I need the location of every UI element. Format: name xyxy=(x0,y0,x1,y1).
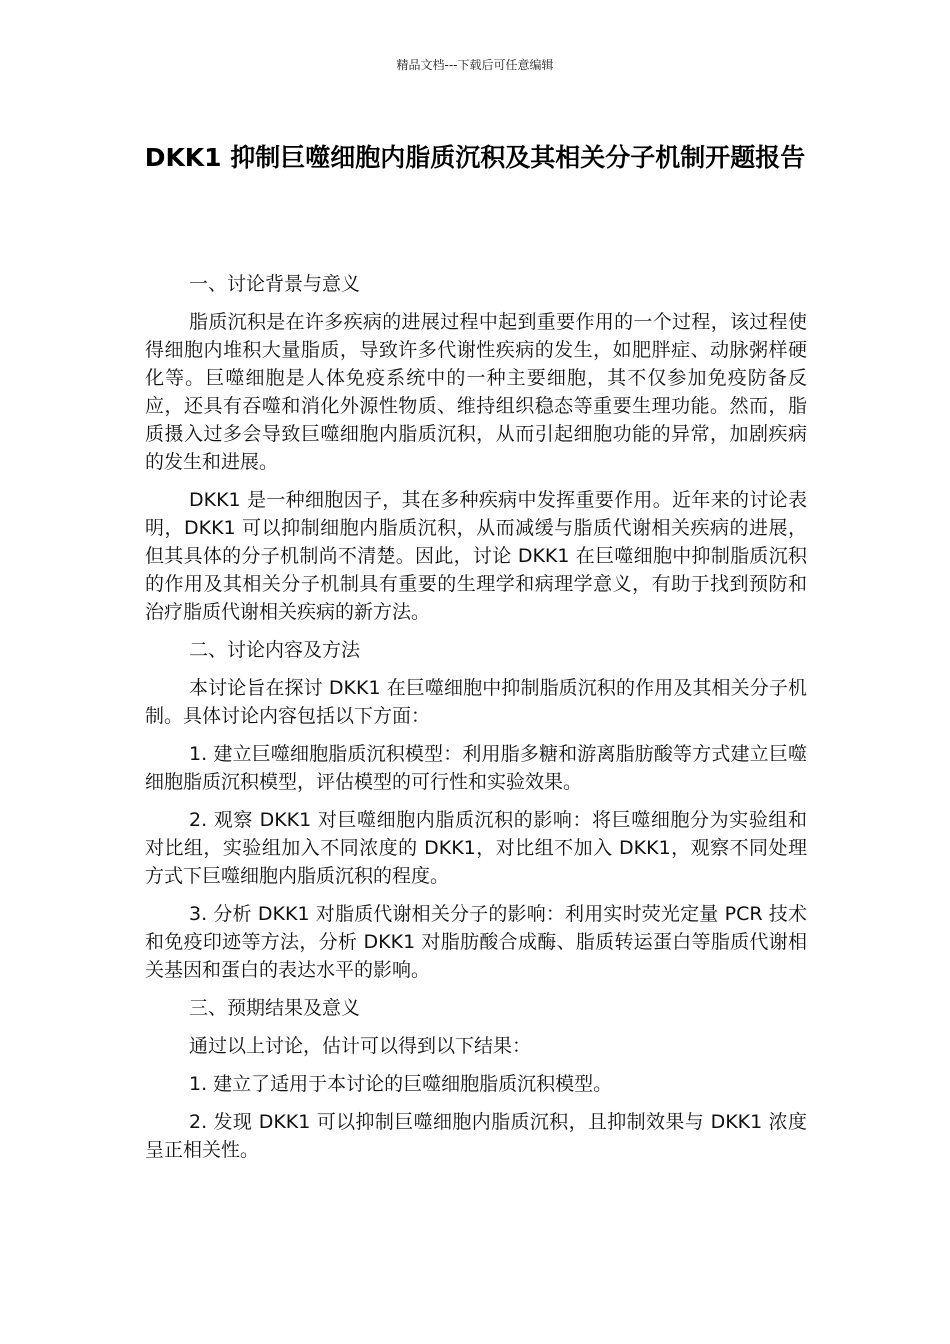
document-title: DKK1 抑制巨噬细胞内脂质沉积及其相关分子机制开题报告 xyxy=(144,143,806,172)
section-heading-expected-results: 三、预期结果及意义 xyxy=(189,997,361,1019)
paragraph-lipid-deposition: 脂质沉积是在许多疾病的进展过程中起到重要作用的一个过程，该过程使得细胞内堆积大量脂质，导致许多代谢性疾病的发生，如肥胖症、动脉粥样硬化等。巨噬细胞是人体免疫系统中的一种主要细胞，其不仅参加免疫防备反应，还具有吞噬和消化外源性物质、维持组织稳态等重要生理功能。然而，脂质摄入过多会导致巨噬细胞内脂质沉积，从而引起细胞功能的异常，加剧疾病的发生和进展。 xyxy=(145,311,807,473)
document-body xyxy=(145,270,807,1174)
list-item-method-3: 3. 分析 DKK1 对脂质代谢相关分子的影响：利用实时荧光定量 PCR 技术和免疫印迹等方法，分析 DKK1 对脂肪酸合成酶、脂质转运蛋白等脂质代谢相关基因和蛋白的表达水平的影响。 xyxy=(145,903,807,981)
paragraph-expected-intro: 通过以上讨论，估计可以得到以下结果： xyxy=(189,1035,532,1057)
list-item-method-1: 1. 建立巨噬细胞脂质沉积模型：利用脂多糖和游离脂肪酸等方式建立巨噬细胞脂质沉积模型，评估模型的可行性和实验效果。 xyxy=(145,743,807,793)
list-item-method-2: 2. 观察 DKK1 对巨噬细胞内脂质沉积的影响：将巨噬细胞分为实验组和对比组，实验组加入不同浓度的 DKK1，对比组不加入 DKK1，观察不同处理方式下巨噬细胞内脂质沉积的程度。 xyxy=(145,809,807,887)
list-item-result-2: 2. 发现 DKK1 可以抑制巨噬细胞内脂质沉积，且抑制效果与 DKK1 浓度呈正相关性。 xyxy=(145,1111,807,1161)
paragraph-dkk1-intro: DKK1 是一种细胞因子，其在多种疾病中发挥重要作用。近年来的讨论表明，DKK1 可以抑制细胞内脂质沉积，从而减缓与脂质代谢相关疾病的进展，但其具体的分子机制尚不清楚。因此，讨论 DKK1 在巨噬细胞中抑制脂质沉积的作用及其相关分子机制具有重要的生理学和病理学意义，有助于找到预防和治疗脂质代谢相关疾病的新方法。 xyxy=(145,489,807,623)
list-item-result-1: 1. 建立了适用于本讨论的巨噬细胞脂质沉积模型。 xyxy=(189,1073,613,1095)
section-heading-content-methods: 二、讨论内容及方法 xyxy=(189,639,361,661)
section-heading-background: 一、讨论背景与意义 xyxy=(189,273,361,295)
page-header-note: 精品文档---下载后可任意编辑 xyxy=(396,58,554,72)
paragraph-study-aim: 本讨论旨在探讨 DKK1 在巨噬细胞中抑制脂质沉积的作用及其相关分子机制。具体讨论内容包括以下方面： xyxy=(145,677,807,727)
